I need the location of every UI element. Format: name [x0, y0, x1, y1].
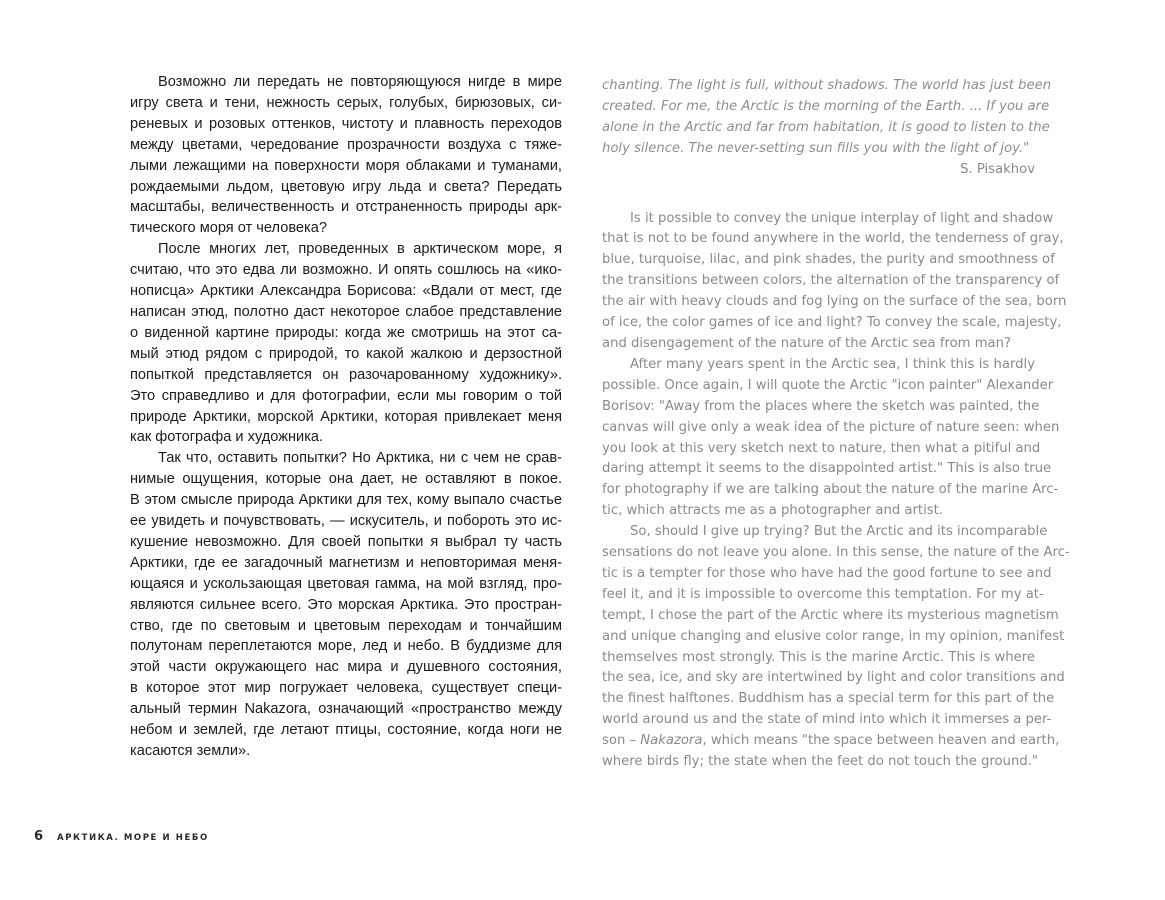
running-head: АРКТИКА. МОРЕ И НЕБО — [57, 833, 209, 843]
text-line: ее увидеть и почувствовать, — искуситель, и побороть это ис- — [130, 513, 562, 530]
nakazora-term: Nakazora — [640, 733, 703, 749]
ru-paragraph-3 — [130, 448, 562, 762]
text-line: попыткой представляется он разочарованному художнику». — [130, 366, 562, 383]
text-line: blue, turquoise, lilac, and pink shades, the purity and smoothness of — [602, 252, 1055, 268]
text-line: тического моря от человека? — [130, 220, 327, 237]
text-line: реневых и розовых оттенков, чистоту и плавность переходов — [130, 115, 562, 132]
text-line: chanting. The light is full, without shadows. The world has just been — [602, 78, 1052, 93]
text-line: полутонам переплетаются море, лед и небо. В буддизме для — [130, 638, 562, 655]
en-paragraph-3 — [602, 522, 1070, 773]
text-line: Возможно ли передать не повторяющуюся нигде в мире — [158, 74, 562, 90]
text-line: лыми лежащими на поверхности моря облаками и туманами, — [130, 157, 562, 174]
text-line: sensations do not leave you alone. In this sense, the nature of the Arc- — [602, 545, 1070, 561]
russian-text-column — [130, 72, 562, 762]
text-line: for photography if we are talking about the nature of the marine Arc- — [602, 482, 1059, 498]
text-line: После многих лет, проведенных в арктическом море, я — [158, 241, 562, 258]
text-line: holy silence. The never-setting sun fills you with the light of joy." — [602, 140, 1030, 156]
text-line: of ice, the color games of ice and light? To convey the scale, majesty, — [602, 315, 1062, 331]
text-line: являются сильнее всего. Это морская Арктика. Это простран- — [130, 596, 562, 613]
text-line: Это справедливо и для фотографии, если мы говорим о той — [130, 387, 562, 404]
text-line: world around us and the state of mind into which it immerses a per- — [602, 712, 1052, 728]
text-line: игру света и тени, нежность серых, голубых, бирюзовых, си- — [130, 94, 562, 111]
text-line: ющаяся и ускользающая цветовая гамма, на мой взгляд, про- — [130, 575, 562, 592]
en-paragraph-1 — [602, 209, 1067, 355]
page-footer — [34, 829, 209, 844]
text-line: как фотографа и художника. — [130, 429, 324, 446]
text-fragment: son – — [602, 733, 641, 749]
text-line: нимые ощущения, которые она дает, не оставляют в покое. — [130, 471, 562, 488]
text-line: tic is a tempter for those who have had the good fortune to see and — [602, 565, 1052, 581]
text-line: the transitions between colors, the alternation of the transparency of — [602, 273, 1060, 289]
text-line — [602, 731, 1060, 752]
ru-paragraph-1 — [130, 72, 562, 239]
text-line: рождаемыми льдом, цветовую игру льда и света? Передать — [130, 178, 562, 195]
epigraph-quote — [602, 76, 1052, 160]
text-line: альный термин Nakazora, означающий «пространство между — [130, 701, 562, 718]
text-line: мый этюд рядом с природой, то какой жалкою и дерзостной — [130, 345, 562, 362]
text-line: feel it, and it is impossible to overcome this temptation. For my at- — [602, 586, 1044, 602]
text-line: Borisov: "Away from the places where the sketch was painted, the — [602, 398, 1040, 414]
text-line: tempt, I chose the part of the Arctic where its mysterious magnetism — [602, 607, 1059, 623]
text-line: you look at this very sketch next to nature, then what a pitiful and — [602, 440, 1041, 456]
text-line: кушение невозможно. Для своей попытки я выбрал ту часть — [130, 533, 562, 550]
text-line: Арктики, где ее загадочный магнетизм и неповторимая меня- — [130, 554, 562, 571]
text-line: possible. Once again, I will quote the Arctic "icon painter" Alexander — [602, 377, 1054, 393]
text-line: themselves most strongly. This is the marine Arctic. This is where — [602, 649, 1035, 665]
text-line: the finest halftones. Buddhism has a special term for this part of the — [602, 691, 1055, 707]
en-paragraph-2 — [602, 355, 1060, 522]
text-line: считаю, что это едва ли возможно. И опять сошлюсь на «ико- — [130, 262, 562, 279]
text-line: между цветами, чередование прозрачности воздуха с тяже- — [130, 136, 562, 153]
text-line: canvas will give only a weak idea of the picture of nature seen: when — [602, 419, 1060, 435]
text-line: в которое этот мир погружает человека, существует специ- — [130, 680, 562, 697]
text-line: небом и землей, где летают птицы, состояние, когда ноги не — [130, 722, 562, 739]
ru-paragraph-2 — [130, 239, 562, 448]
text-line: daring attempt it seems to the disappointed artist." This is also true — [602, 461, 1052, 477]
text-line: the air with heavy clouds and fog lying on the surface of the sea, born — [602, 294, 1067, 310]
text-line: So, should I give up trying? But the Arctic and its incomparable — [630, 524, 1048, 540]
text-line: написан этюд, полотно даст некоторое слабое представление — [130, 303, 562, 320]
text-line: After many years spent in the Arctic sea, I think this is hardly — [630, 356, 1035, 372]
text-line: этой части окружающего нас мира и душевного состояния, — [130, 659, 562, 676]
text-line: о виденной картине природы: когда же смотришь на этот са- — [130, 324, 562, 341]
text-line: В этом смысле природа Арктики для тех, кому выпало счастье — [130, 492, 562, 509]
text-line: Is it possible to convey the unique interplay of light and shadow — [630, 210, 1054, 226]
text-line: where birds fly; the state when the feet do not touch the ground." — [602, 754, 1038, 770]
text-line: created. For me, the Arctic is the morning of the Earth. ... If you are — [602, 98, 1050, 114]
text-line: масштабы, величественность и отстраненность природы арк- — [130, 199, 562, 216]
page-number: 6 — [34, 829, 44, 844]
quote-attribution: S. Pisakhov — [960, 161, 1035, 177]
text-line: alone in the Arctic and far from habitation, it is good to listen to the — [602, 119, 1050, 135]
text-line: Так что, оставить попытки? Но Арктика, ни с чем не срав- — [158, 450, 562, 467]
text-line: tic, which attracts me as a photographer and artist. — [602, 503, 943, 519]
text-line: the sea, ice, and sky are intertwined by light and color transitions and — [602, 670, 1065, 686]
text-line: and disengagement of the nature of the Arctic sea from man? — [602, 335, 1011, 351]
text-fragment: , which means "the space between heaven and earth, — [702, 733, 1060, 749]
text-line: нописца» Арктики Александра Борисова: «Вдали от мест, где — [130, 283, 562, 300]
text-line: that is not to be found anywhere in the world, the tenderness of gray, — [602, 231, 1064, 247]
english-text-column — [602, 76, 1070, 773]
section-gap — [602, 181, 1035, 209]
text-line: касаются земли». — [130, 743, 251, 759]
text-line: ство, где по световым и цветовым переходам и тончайшим — [130, 617, 562, 634]
text-line: природе Арктики, морской Арктики, которая привлекает меня — [130, 408, 562, 425]
text-line: and unique changing and elusive color range, in my opinion, manifest — [602, 628, 1065, 644]
